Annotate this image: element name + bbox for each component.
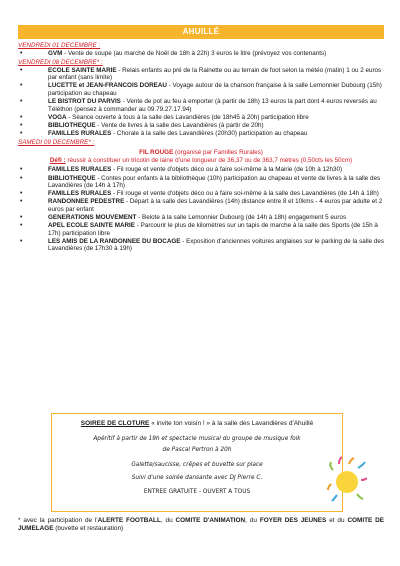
closing-evening-box xyxy=(51,413,343,512)
footnote-text: , du xyxy=(160,517,176,524)
item-text: - Exposition d'anciennes voitures anglaises sur le parking de la salle des Lavandières (de 17h30 à 19h) xyxy=(48,237,385,253)
item-text: - Fil rouge et vente d'objets déco ou à faire soi-même à la salle des Lavandières (de 14h à 18h) xyxy=(111,190,379,198)
org-name: BIBLIOTHEQUE xyxy=(48,121,96,129)
org-name: LES AMIS DE LA RANDONNEE DU BOCAGE xyxy=(48,237,181,245)
org-name: FAMILLES RURALES xyxy=(48,190,112,198)
footnote-org: COMITE DE JUMELAGE xyxy=(18,517,385,532)
org-name: LUCETTE et JEAN-FRANCOIS DOREAU xyxy=(48,82,167,90)
fil-rouge-heading xyxy=(18,149,384,157)
friday-08-list xyxy=(18,67,384,138)
item-text: - Belote à la salle Lemonnier Dubourg (de 14h à 18h) engagement 5 euros xyxy=(136,213,347,221)
list-item xyxy=(18,67,384,82)
footnote-text: (buvette et restauration) xyxy=(53,525,124,532)
closing-line-food: Galette/saucisse, crêpes et buvette sur place xyxy=(131,462,263,468)
item-text: - Vente de soupe (au marché de Noël de 18h à 22h) 3 euros le litre (prévoyez vos contenants) xyxy=(62,50,327,58)
list-item xyxy=(18,222,384,237)
org-name: BIBLIOTHEQUE xyxy=(48,174,96,182)
org-name: RANDONNEE PEDESTRE xyxy=(48,198,125,206)
footnote-org: COMITE D'ANIMATION xyxy=(175,517,246,524)
item-text: - Relais enfants au pré de la Rainette ou au terrain de foot selon la météo (matin) 1 ou 2 euros par enfant (sans limite) xyxy=(48,66,382,82)
defi-text: réussir à constituer un tricotin de laine d'une longueur de 36,37 ou de 363,7 mètres (0,50cts les 50cm) xyxy=(65,156,353,164)
list-item xyxy=(18,238,384,253)
item-text: - Chorale à la salle des Lavandières (20h30) participation au chapeau xyxy=(111,130,308,138)
list-item xyxy=(18,122,384,130)
item-text: - Départ à la salle des Lavandières (14h) distance entre 8 et 10kms - 4 euros par adulte et 2 euros par enfant xyxy=(48,198,383,213)
list-item xyxy=(18,98,384,113)
footnote-org: ALERTE FOOTBALL xyxy=(97,517,161,524)
list-item xyxy=(18,175,384,190)
list-item xyxy=(18,82,384,97)
org-name: LE BISTROT DU PARVIS xyxy=(48,98,121,106)
org-name: VOGA xyxy=(48,113,67,121)
footnote xyxy=(18,517,384,533)
closing-line-aperitif: Apéritif à partir de 19h et spectacle musical du groupe de musique folk xyxy=(93,436,301,442)
closing-evening-title xyxy=(56,420,338,427)
fil-rouge-title: FIL ROUGE xyxy=(139,149,174,157)
item-text: - Vente de pot au feu à emporter (à partir de 18h) 13 euros la part dont 4 euros reversés au Téléthon (pensez à commander au 09.79.27.17.94) xyxy=(48,98,377,113)
list-item xyxy=(18,198,384,213)
day-heading-friday-08: VENDREDI 08 DECEMBRE* : xyxy=(18,58,103,66)
closing-line-entry: ENTREE GRATUITE - OUVERT A TOUS xyxy=(143,489,251,495)
closing-line-concert: de Pascal Pertron à 20h xyxy=(162,447,232,453)
list-item xyxy=(18,50,384,58)
footnote-text: * avec la participation de l' xyxy=(18,517,98,524)
org-name: GENERATIONS MOUVEMENT xyxy=(48,213,137,221)
org-name: FAMILLES RURALES xyxy=(48,166,112,174)
closing-evening-subtitle: « invite ton voisin ! » à la salle des Lavandières d'Ahuillé xyxy=(149,420,314,427)
day-heading-saturday-09: SAMEDI 09 DECEMBRE* : xyxy=(18,138,95,146)
org-name: APEL ECOLE SAINTE MARIE xyxy=(48,222,136,230)
friday-01-list xyxy=(18,50,384,58)
item-text: - Fil rouge et vente d'objets déco ou à faire soi-même à la Mairie (de 10h à 12h30) xyxy=(111,166,343,174)
list-item xyxy=(18,190,384,198)
defi-label: Défi : xyxy=(49,156,66,164)
day-heading-friday-01: VENDREDI 01 DECEMBRE : xyxy=(18,42,101,49)
item-text: - Parcourir le plus de kilomètres sur un tapis de marche à la salle des Sports (de 15h à 17h) participation libre xyxy=(48,222,378,237)
program xyxy=(18,41,384,253)
fil-rouge-subtitle: (organisé par Familles Rurales) xyxy=(173,149,263,157)
org-name: GVM xyxy=(48,50,63,58)
closing-evening-label: SOIREE DE CLOTURE xyxy=(80,420,150,427)
sun-illustration-icon xyxy=(327,456,367,502)
org-name: ECOLE SAINTE MARIE xyxy=(48,66,117,74)
list-item xyxy=(18,130,384,138)
list-item xyxy=(18,214,384,222)
closing-line-dj: Suivi d'une soirée dansante avec DJ Pierre C. xyxy=(131,475,263,481)
org-name: FAMILLES RURALES xyxy=(48,130,112,138)
footnote-text: et du xyxy=(326,517,348,524)
item-text: - Séance ouverte à tous à la salle des Lavandières (de 18h45 à 20h) participation libre xyxy=(66,113,309,121)
list-item xyxy=(18,114,384,122)
item-text: - Voyage autour de la chanson française à la salle Lemonnier Dubourg (15h) participation au chapeau xyxy=(48,82,382,98)
saturday-09-list xyxy=(18,166,384,253)
list-item xyxy=(18,166,384,174)
footnote-org: FOYER DES JEUNES xyxy=(259,517,327,524)
item-text: - Vente de livres à la salle des Lavandières (à partir de 20h) xyxy=(95,121,264,129)
item-text: - Contes pour enfants à la bibliothèque (10h) participation au chapeau et vente de livres à la salle des Lavandières (de 14h à 17h) xyxy=(48,174,381,190)
defi-line xyxy=(18,157,384,165)
footnote-text: , du xyxy=(245,517,260,524)
town-banner: AHUILLÉ xyxy=(18,25,384,39)
